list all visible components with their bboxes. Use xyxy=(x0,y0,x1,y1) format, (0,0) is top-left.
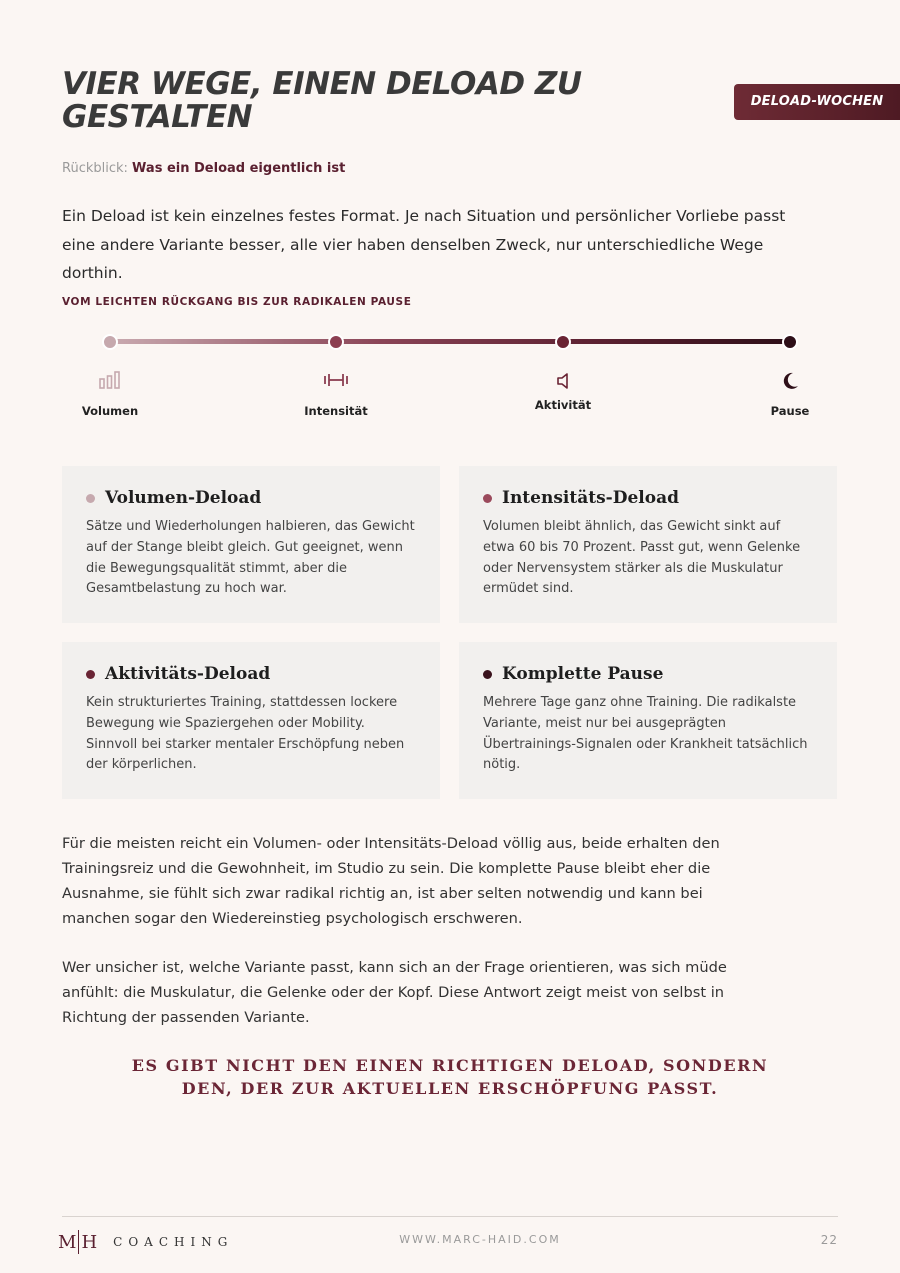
scale-label-aktivitaet: Aktivität xyxy=(534,398,592,412)
logo-divider xyxy=(78,1230,79,1254)
scale-dot-volumen xyxy=(102,334,118,350)
brand-logo xyxy=(58,1228,233,1256)
logo-letter-m: M xyxy=(58,1231,77,1253)
body-paragraph-2: Wer unsicher ist, welche Variante passt, kann sich an der Frage orientieren, was sich müde anfühlt: die Muskulatur, die Gelenke oder der Kopf. Diese Antwort zeigt meist von selbst in Richtung der passenden Variante. xyxy=(62,959,727,1026)
recap-link[interactable]: Was ein Deload eigentlich ist xyxy=(132,161,346,176)
body-paragraph-1: Für die meisten reicht ein Volumen- oder Intensitäts-Deload völlig aus, beide erhalten den Trainingsreiz und die Gewohnheit, im Studio zu sein. Die komplette Pause bleibt eher die Ausnahme, sie fühlt sich zwar radikal richtig an, ist aber selten notwendig und kann bei manchen sogar den Wiedereinstieg psychologisch erschweren. xyxy=(62,835,720,927)
card-intensitaets-deload xyxy=(459,466,837,623)
card-bullet xyxy=(483,670,492,679)
card-text: Sätze und Wiederholungen halbieren, das Gewicht auf der Stange bleibt gleich. Gut geeignet, wenn die Bewegungsqualität stimmt, aber die Gesamtbelastung zu hoch war. xyxy=(86,519,415,597)
scale-track xyxy=(110,339,790,344)
footer-url[interactable]: WWW.MARC-HAID.COM xyxy=(399,1233,561,1246)
recap-prefix: Rückblick: xyxy=(62,161,128,176)
scale-label-intensitaet: Intensität xyxy=(304,404,368,418)
scale-label-volumen: Volumen xyxy=(81,404,139,418)
intro-paragraph: Ein Deload ist kein einzelnes festes Format. Je nach Situation und persönlicher Vorliebe passt eine andere Variante besser, alle vier haben denselben Zweck, nur unterschiedliche Wege dorthin. xyxy=(62,207,786,282)
card-text: Kein strukturiertes Training, stattdessen lockere Bewegung wie Spaziergehen oder Mobility. Sinnvoll bei starker mentaler Erschöpfung neben der körperlichen. xyxy=(86,695,405,773)
card-title: Volumen-Deload xyxy=(105,488,262,508)
recap-line xyxy=(62,161,345,176)
card-text: Volumen bleibt ähnlich, das Gewicht sinkt auf etwa 60 bis 70 Prozent. Passt gut, wenn Gelenke oder Nervensystem stärker als die Muskulatur ermüdet sind. xyxy=(483,519,801,597)
scale-kicker: VOM LEICHTEN RÜCKGANG BIS ZUR RADIKALEN PAUSE xyxy=(62,296,412,308)
card-title: Komplette Pause xyxy=(502,664,664,684)
card-title: Aktivitäts-Deload xyxy=(105,664,271,684)
page-title: VIER WEGE, EINEN DELOAD ZU GESTALTEN xyxy=(62,66,582,135)
card-bullet xyxy=(86,494,95,503)
scale-dot-pause xyxy=(782,334,798,350)
card-bullet xyxy=(86,670,95,679)
card-komplette-pause xyxy=(459,642,837,799)
dumbbell-icon xyxy=(316,371,356,394)
logo-letter-h: H xyxy=(81,1231,98,1253)
scale-dot-aktivitaet xyxy=(555,334,571,350)
card-text: Mehrere Tage ganz ohne Training. Die radikalste Variante, meist nur bei ausgeprägten Übertrainings-Signalen oder Krankheit tatsächlich nötig. xyxy=(483,695,808,773)
page-number: 22 xyxy=(820,1233,838,1247)
moon-icon xyxy=(770,371,810,396)
logo-wordmark: COACHING xyxy=(113,1235,234,1249)
logo-monogram xyxy=(58,1230,97,1254)
footer-divider xyxy=(62,1216,838,1217)
pull-quote: ES GIBT NICHT DEN EINEN RICHTIGEN DELOAD, SONDERN DEN, DER ZUR AKTUELLEN ERSCHÖPFUNG PASST. xyxy=(131,1056,769,1098)
scale-dot-intensitaet xyxy=(328,334,344,350)
speaker-icon xyxy=(543,372,583,395)
card-title: Intensitäts-Deload xyxy=(502,488,679,508)
bar-chart-icon xyxy=(90,371,130,394)
scale-label-pause: Pause xyxy=(770,404,810,418)
card-bullet xyxy=(483,494,492,503)
section-badge: DELOAD-WOCHEN xyxy=(734,84,900,120)
card-aktivitaets-deload xyxy=(62,642,440,799)
card-volumen-deload xyxy=(62,466,440,623)
